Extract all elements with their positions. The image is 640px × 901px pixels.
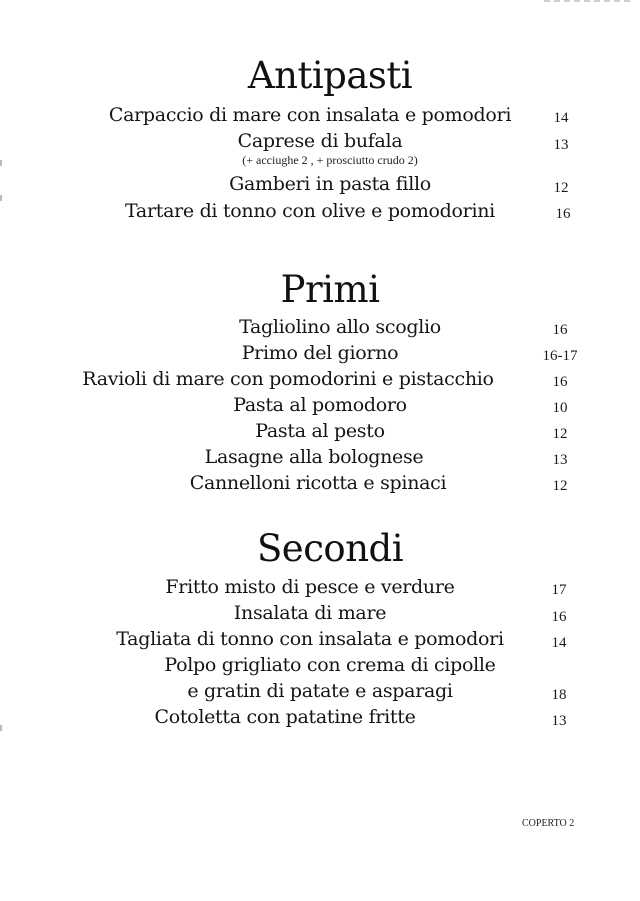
menu-item: Pasta al pesto (255, 420, 385, 442)
menu-item-price: 10 (552, 400, 568, 416)
menu-item: Insalata di mare (233, 602, 387, 624)
menu-item-price: 14 (553, 110, 569, 126)
menu-item: Caprese di bufala (237, 130, 403, 152)
menu-item-price: 16 (552, 322, 568, 338)
menu-item-price: 12 (552, 426, 568, 442)
menu-item-price: 16 (555, 206, 571, 222)
menu-item-price: 16-17 (542, 348, 578, 364)
menu-item: Tartare di tonno con olive e pomodorini (125, 200, 495, 222)
menu-item: Tagliolino allo scoglio (239, 316, 441, 338)
menu-item-price: 18 (551, 687, 567, 703)
section-title-primi: Primi (280, 268, 380, 311)
menu-item-price: 17 (551, 582, 567, 598)
section-title-secondi: Secondi (256, 527, 404, 570)
section-title-antipasti: Antipasti (247, 54, 413, 97)
menu-item: Ravioli di mare con pomodorini e pistacchio (82, 368, 494, 390)
menu-item-price: 14 (551, 635, 567, 651)
menu-item-price: 16 (552, 374, 568, 390)
menu-item: Primo del giorno (241, 342, 399, 364)
menu-item-price: 13 (553, 137, 569, 153)
menu-item: Lasagne alla bolognese (204, 446, 424, 468)
scan-artifact (544, 0, 634, 2)
menu-item-price: 12 (552, 478, 568, 494)
menu-item-price: 12 (553, 180, 569, 196)
menu-item: Pasta al pomodoro (233, 394, 407, 416)
menu-item-price: 13 (552, 452, 568, 468)
menu-item: Fritto misto di pesce e verdure (165, 576, 455, 598)
menu-item: Cannelloni ricotta e spinaci (189, 472, 447, 494)
menu-item: Gamberi in pasta fillo (229, 173, 431, 195)
menu-item-note: (+ acciughe 2 , + prosciutto crudo 2) (242, 153, 418, 167)
menu-item: Carpaccio di mare con insalata e pomodori (108, 104, 512, 126)
coperto-note: COPERTO 2 (522, 818, 575, 829)
menu-item: Tagliata di tonno con insalata e pomodori (116, 628, 504, 650)
menu-item: Cotoletta con patatine fritte (154, 706, 416, 728)
menu-item-price: 16 (551, 609, 567, 625)
menu-item: e gratin di patate e asparagi (187, 680, 453, 702)
menu-item: Polpo grigliato con crema di cipolle (164, 654, 496, 676)
menu-item-price: 13 (551, 713, 567, 729)
